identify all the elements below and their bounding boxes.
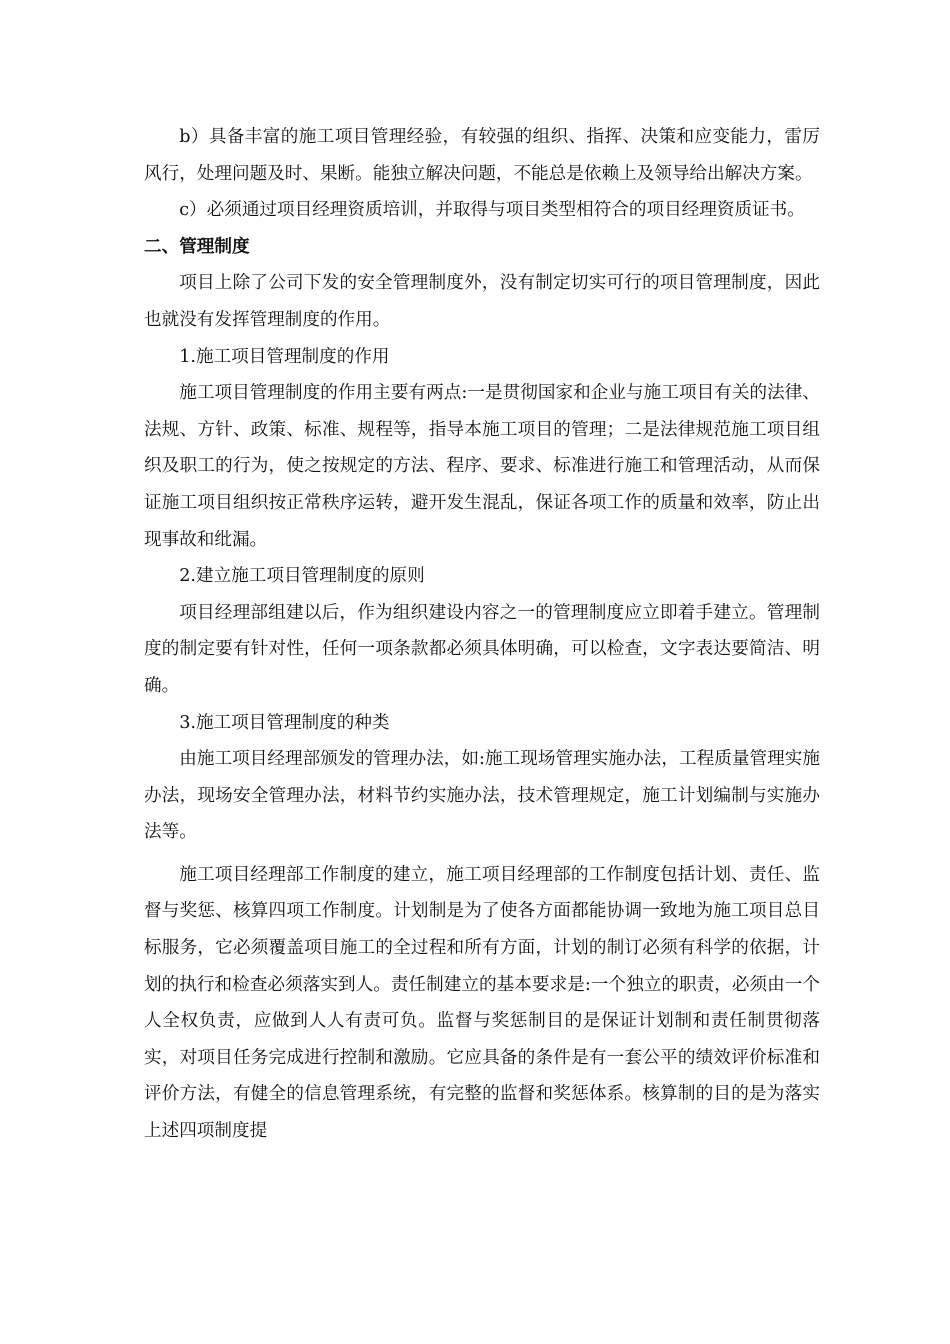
subheading-3: 3.施工项目管理制度的种类	[179, 712, 390, 733]
section-heading-management-system: 二、管理制度	[144, 236, 250, 257]
paragraph-role: 施工项目管理制度的作用主要有两点:一是贯彻国家和企业与施工项目有关的法律、法规、方针、政策、标准、规程等，指导本施工项目的管理；二是法律规范施工项目组织及职工的行为，使之按规定的方法、程序、要求、标准进行施工和管理活动，从而保证施工项目组织按正常秩序运转，避开发生混乱，保证各项工作的质量和效率，防止出现事故和纰漏。	[144, 383, 820, 550]
paragraph-c-requirement: c）必须通过项目经理资质培训，并取得与项目类型相符合的项目经理资质证书。	[179, 200, 805, 221]
subheading-2: 2.建立施工项目管理制度的原则	[179, 566, 425, 587]
paragraph-b-requirement: b）具备丰富的施工项目管理经验，有较强的组织、指挥、决策和应变能力，雷厉风行，处理问题及时、果断。能独立解决问题，不能总是依赖上及领导给出解决方案。	[144, 127, 820, 184]
paragraph-work-system: 施工项目经理部工作制度的建立，施工项目经理部的工作制度包括计划、责任、监督与奖惩、核算四项工作制度。计划制是为了使各方面都能协调一致地为施工项目总目标服务，它必须覆盖项目施工的全过程和所有方面，计划的制订必须有科学的依据，计划的执行和检查必须落实到人。责任制建立的基本要求是:一个独立的职责，必须由一个人全权负责，应做到人人有责可负。监督与奖惩制目的是保证计划制和责任制贯彻落实，对项目任务完成进行控制和激励。它应具备的条件是有一套公平的绩效评价标准和评价方法，有健全的信息管理系统，有完整的监督和奖惩体系。核算制的目的是为落实上述四项制度提	[144, 864, 820, 1142]
paragraph-intro: 项目上除了公司下发的安全管理制度外，没有制定切实可行的项目管理制度，因此也就没有发挥管理制度的作用。	[144, 273, 820, 330]
paragraph-principles: 项目经理部组建以后，作为组织建设内容之一的管理制度应立即着手建立。管理制度的制定要有针对性，任何一项条款都必须具体明确，可以检查，文字表达要简洁、明确。	[144, 602, 820, 696]
subheading-1: 1.施工项目管理制度的作用	[179, 346, 390, 367]
document-page	[144, 119, 820, 1150]
paragraph-types: 由施工项目经理部颁发的管理办法，如:施工现场管理实施办法，工程质量管理实施办法，现场安全管理办法，材料节约实施办法，技术管理规定，施工计划编制与实施办法等。	[144, 749, 820, 843]
